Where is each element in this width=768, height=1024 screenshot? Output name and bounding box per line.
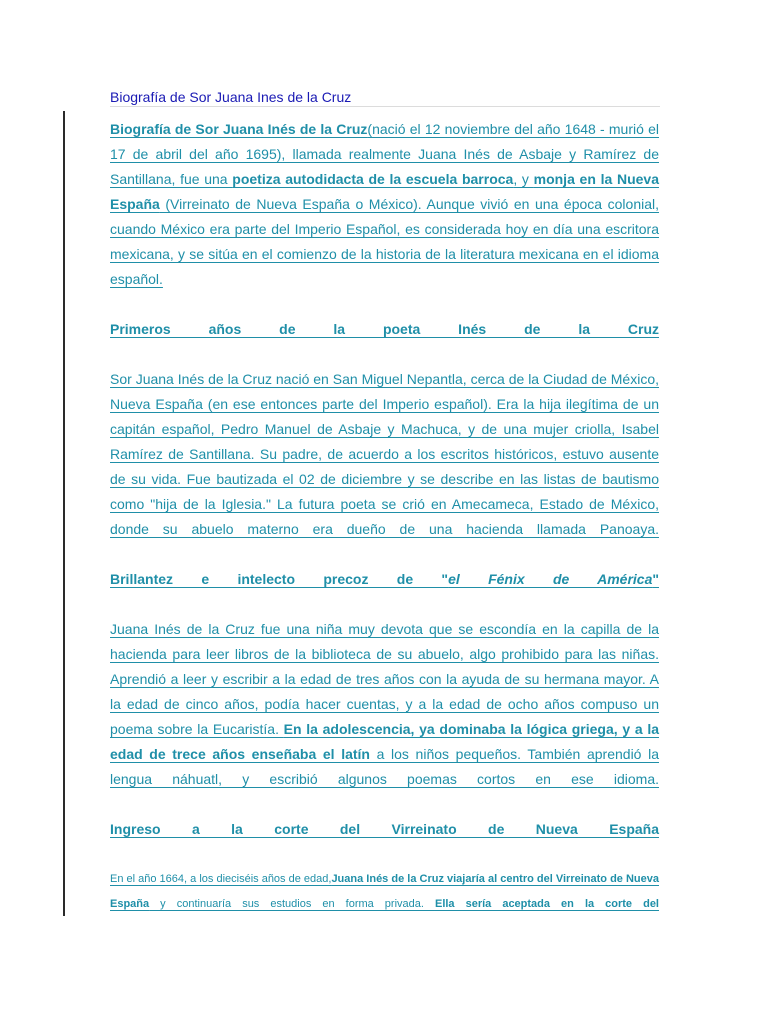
paragraph-brillantez[interactable] — [110, 617, 659, 792]
left-margin-bar — [63, 111, 65, 916]
ingreso-text-1: En el año 1664, a los dieciséis años de edad, — [110, 873, 332, 885]
paragraph-primeros-anos[interactable]: Sor Juana Inés de la Cruz nació en San Miguel Nepantla, cerca de la Ciudad de México, Nueva España (en ese entonces parte del Imperio español). Era la hija ilegítima de un capitán español, Pedro Manuel de Asbaje y Machuca, y de una mujer criolla, Isabel Ramírez de Santillana. Su padre, de acuerdo a los escritos históricos, estuvo ausente de su vida. Fue bautizada el 02 de diciembre y se describe en las listas de bautismo como "hija de la Iglesia." La futura poeta se crió en Amecameca, Estado de México, donde su abuelo materno era dueño de una hacienda llamada Panoaya. — [110, 371, 659, 537]
intro-bold-poetiza[interactable]: poetiza autodidacta de la escuela barroca — [232, 171, 514, 187]
title-divider — [110, 106, 660, 107]
section-heading-ingreso[interactable]: Ingreso a la corte del Virreinato de Nueva España — [110, 821, 659, 837]
section-heading-brillantez[interactable] — [110, 567, 659, 592]
heading-brillantez-italic: el Fénix de América — [448, 571, 653, 587]
paragraph-ingreso[interactable] — [110, 867, 659, 917]
ingreso-bold-2[interactable]: Ella sería aceptada en la corte del — [434, 898, 659, 910]
ingreso-bold-1[interactable]: Juana Inés de la Cruz viajaría al centro del Virreinato de Nueva España — [110, 873, 659, 910]
brillantez-text-2: a los niños pequeños. También aprendió la lengua náhuatl, y escribió algunos poemas cortos en ese idioma. — [110, 746, 659, 787]
heading-brillantez-text-1: Brillantez e intelecto precoz de " — [110, 571, 449, 587]
intro-text-1: (nació el 12 noviembre del año 1648 - murió el 17 de abril del año 1695), llamada realmente Juana Inés de Asbaje y Ramírez de Santillana, fue una — [110, 121, 659, 187]
intro-text-2: , y — [513, 171, 534, 187]
document-body — [110, 117, 659, 917]
brillantez-bold[interactable]: En la adolescencia, ya dominaba la lógica griega, y a la edad de trece años enseñaba el latín — [110, 721, 659, 762]
intro-bold-monja[interactable]: monja en la Nueva España — [110, 171, 659, 212]
intro-bold-name[interactable]: Biografía de Sor Juana Inés de la Cruz — [110, 121, 368, 137]
ingreso-text-2: y continuaría sus estudios en forma privada. — [149, 898, 435, 910]
page-title: Biografía de Sor Juana Ines de la Cruz — [110, 89, 352, 105]
intro-text-3: (Virreinato de Nueva España o México). Aunque vivió en una época colonial, cuando México era parte del Imperio Español, es considerada hoy en día una escritora mexicana, y se sitúa en el comienzo de la historia de la literatura mexicana en el idioma español. — [110, 196, 659, 287]
brillantez-text-1: Juana Inés de la Cruz fue una niña muy devota que se escondía en la capilla de la hacienda para leer libros de la biblioteca de su abuelo, algo prohibido para las niñas. Aprendió a leer y escribir a la edad de tres años con la ayuda de su hermana mayor. A la edad de cinco años, podía hacer cuentas, y a la edad de ocho años compuso un poema sobre la Eucaristía. — [110, 621, 659, 737]
section-heading-primeros-anos[interactable]: Primeros años de la poeta Inés de la Cruz — [110, 321, 659, 337]
intro-paragraph[interactable] — [110, 117, 659, 292]
heading-brillantez-text-2: " — [652, 571, 659, 587]
